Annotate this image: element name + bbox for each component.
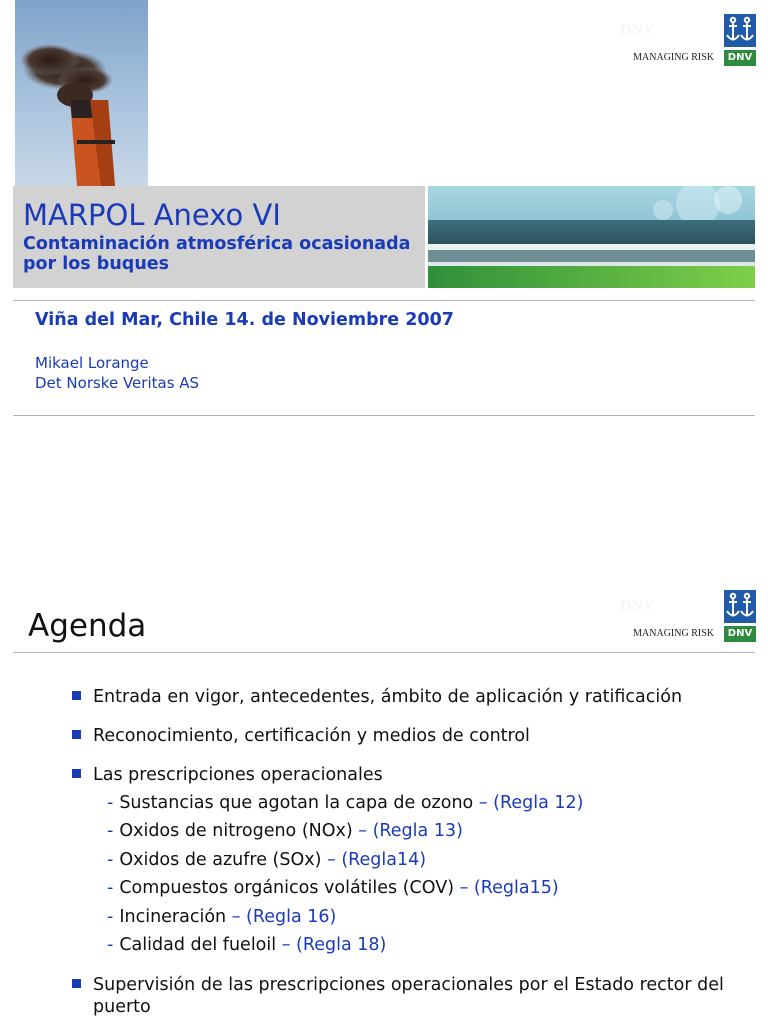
dash-marker: - xyxy=(107,907,114,927)
regulation-reference: – (Regla15) xyxy=(459,878,559,898)
dnv-logo xyxy=(620,590,760,650)
dash-marker: - xyxy=(107,821,114,841)
dnv-logo xyxy=(620,14,760,74)
regulation-reference: – (Regla 18) xyxy=(281,935,387,955)
subitem-text: Compuestos orgánicos volátiles (COV) xyxy=(119,878,455,898)
author-name: Mikael Lorange xyxy=(35,354,149,372)
agenda-subitem xyxy=(107,792,583,814)
divider-bottom xyxy=(13,415,755,416)
logo-watermark-text: DNV xyxy=(620,22,656,38)
agenda-subitem xyxy=(107,906,336,928)
author-organization: Det Norske Veritas AS xyxy=(35,374,200,392)
presentation-subtitle: Contaminación atmosférica ocasionada por los buques xyxy=(23,234,411,274)
agenda-subitem xyxy=(107,849,426,871)
subitem-text: Incineración xyxy=(119,907,227,927)
agenda-item xyxy=(72,974,762,1018)
event-date-location: Viña del Mar, Chile 14. de Noviembre 2007 xyxy=(35,310,454,330)
subitem-text: Oxidos de nitrogeno (NOx) xyxy=(119,821,353,841)
dash-marker: - xyxy=(107,935,114,955)
agenda-heading: Agenda xyxy=(28,608,147,644)
agenda-item xyxy=(72,686,762,708)
agenda-subitem xyxy=(107,820,463,842)
agenda-item xyxy=(72,725,762,747)
agenda-item-text: Reconocimiento, certificación y medios de control xyxy=(93,726,530,746)
anchors-icon xyxy=(724,590,756,623)
logo-watermark-text: DNV xyxy=(620,598,656,614)
subitem-text: Calidad del fueloil xyxy=(119,935,277,955)
divider-top xyxy=(13,300,755,301)
agenda-subitem xyxy=(107,934,386,956)
agenda-subitem xyxy=(107,877,559,899)
dash-marker: - xyxy=(107,878,114,898)
title-panel xyxy=(13,186,425,288)
anchors-icon xyxy=(724,14,756,47)
presentation-title: MARPOL Anexo VI xyxy=(23,198,281,232)
regulation-reference: – (Regla 16) xyxy=(231,907,337,927)
regulation-reference: – (Regla 12) xyxy=(478,793,584,813)
subitem-text: Oxidos de azufre (SOx) xyxy=(119,850,322,870)
agenda-item xyxy=(72,764,762,786)
square-bullet-icon xyxy=(72,730,81,739)
managing-risk-tagline: MANAGING RISK xyxy=(633,52,714,63)
dnv-wordmark: DNV xyxy=(724,626,756,642)
square-bullet-icon xyxy=(72,979,81,988)
dash-marker: - xyxy=(107,850,114,870)
dash-marker: - xyxy=(107,793,114,813)
agenda-slide xyxy=(0,512,768,1024)
regulation-reference: – (Regla14) xyxy=(327,850,427,870)
square-bullet-icon xyxy=(72,691,81,700)
sea-horizon-image xyxy=(428,186,755,288)
subitem-text: Sustancias que agotan la capa de ozono xyxy=(119,793,474,813)
regulation-reference: – (Regla 13) xyxy=(358,821,463,841)
agenda-item-text: Entrada en vigor, antecedentes, ámbito de aplicación y ratificación xyxy=(93,687,683,707)
square-bullet-icon xyxy=(72,769,81,778)
dnv-wordmark: DNV xyxy=(724,50,756,66)
ship-funnel-smoke-photo xyxy=(15,0,148,186)
agenda-divider xyxy=(13,652,755,653)
managing-risk-tagline: MANAGING RISK xyxy=(633,628,714,639)
agenda-item-text: Las prescripciones operacionales xyxy=(93,765,383,785)
agenda-item-text: Supervisión de las prescripciones operacionales por el Estado rector del puerto xyxy=(93,975,724,1017)
